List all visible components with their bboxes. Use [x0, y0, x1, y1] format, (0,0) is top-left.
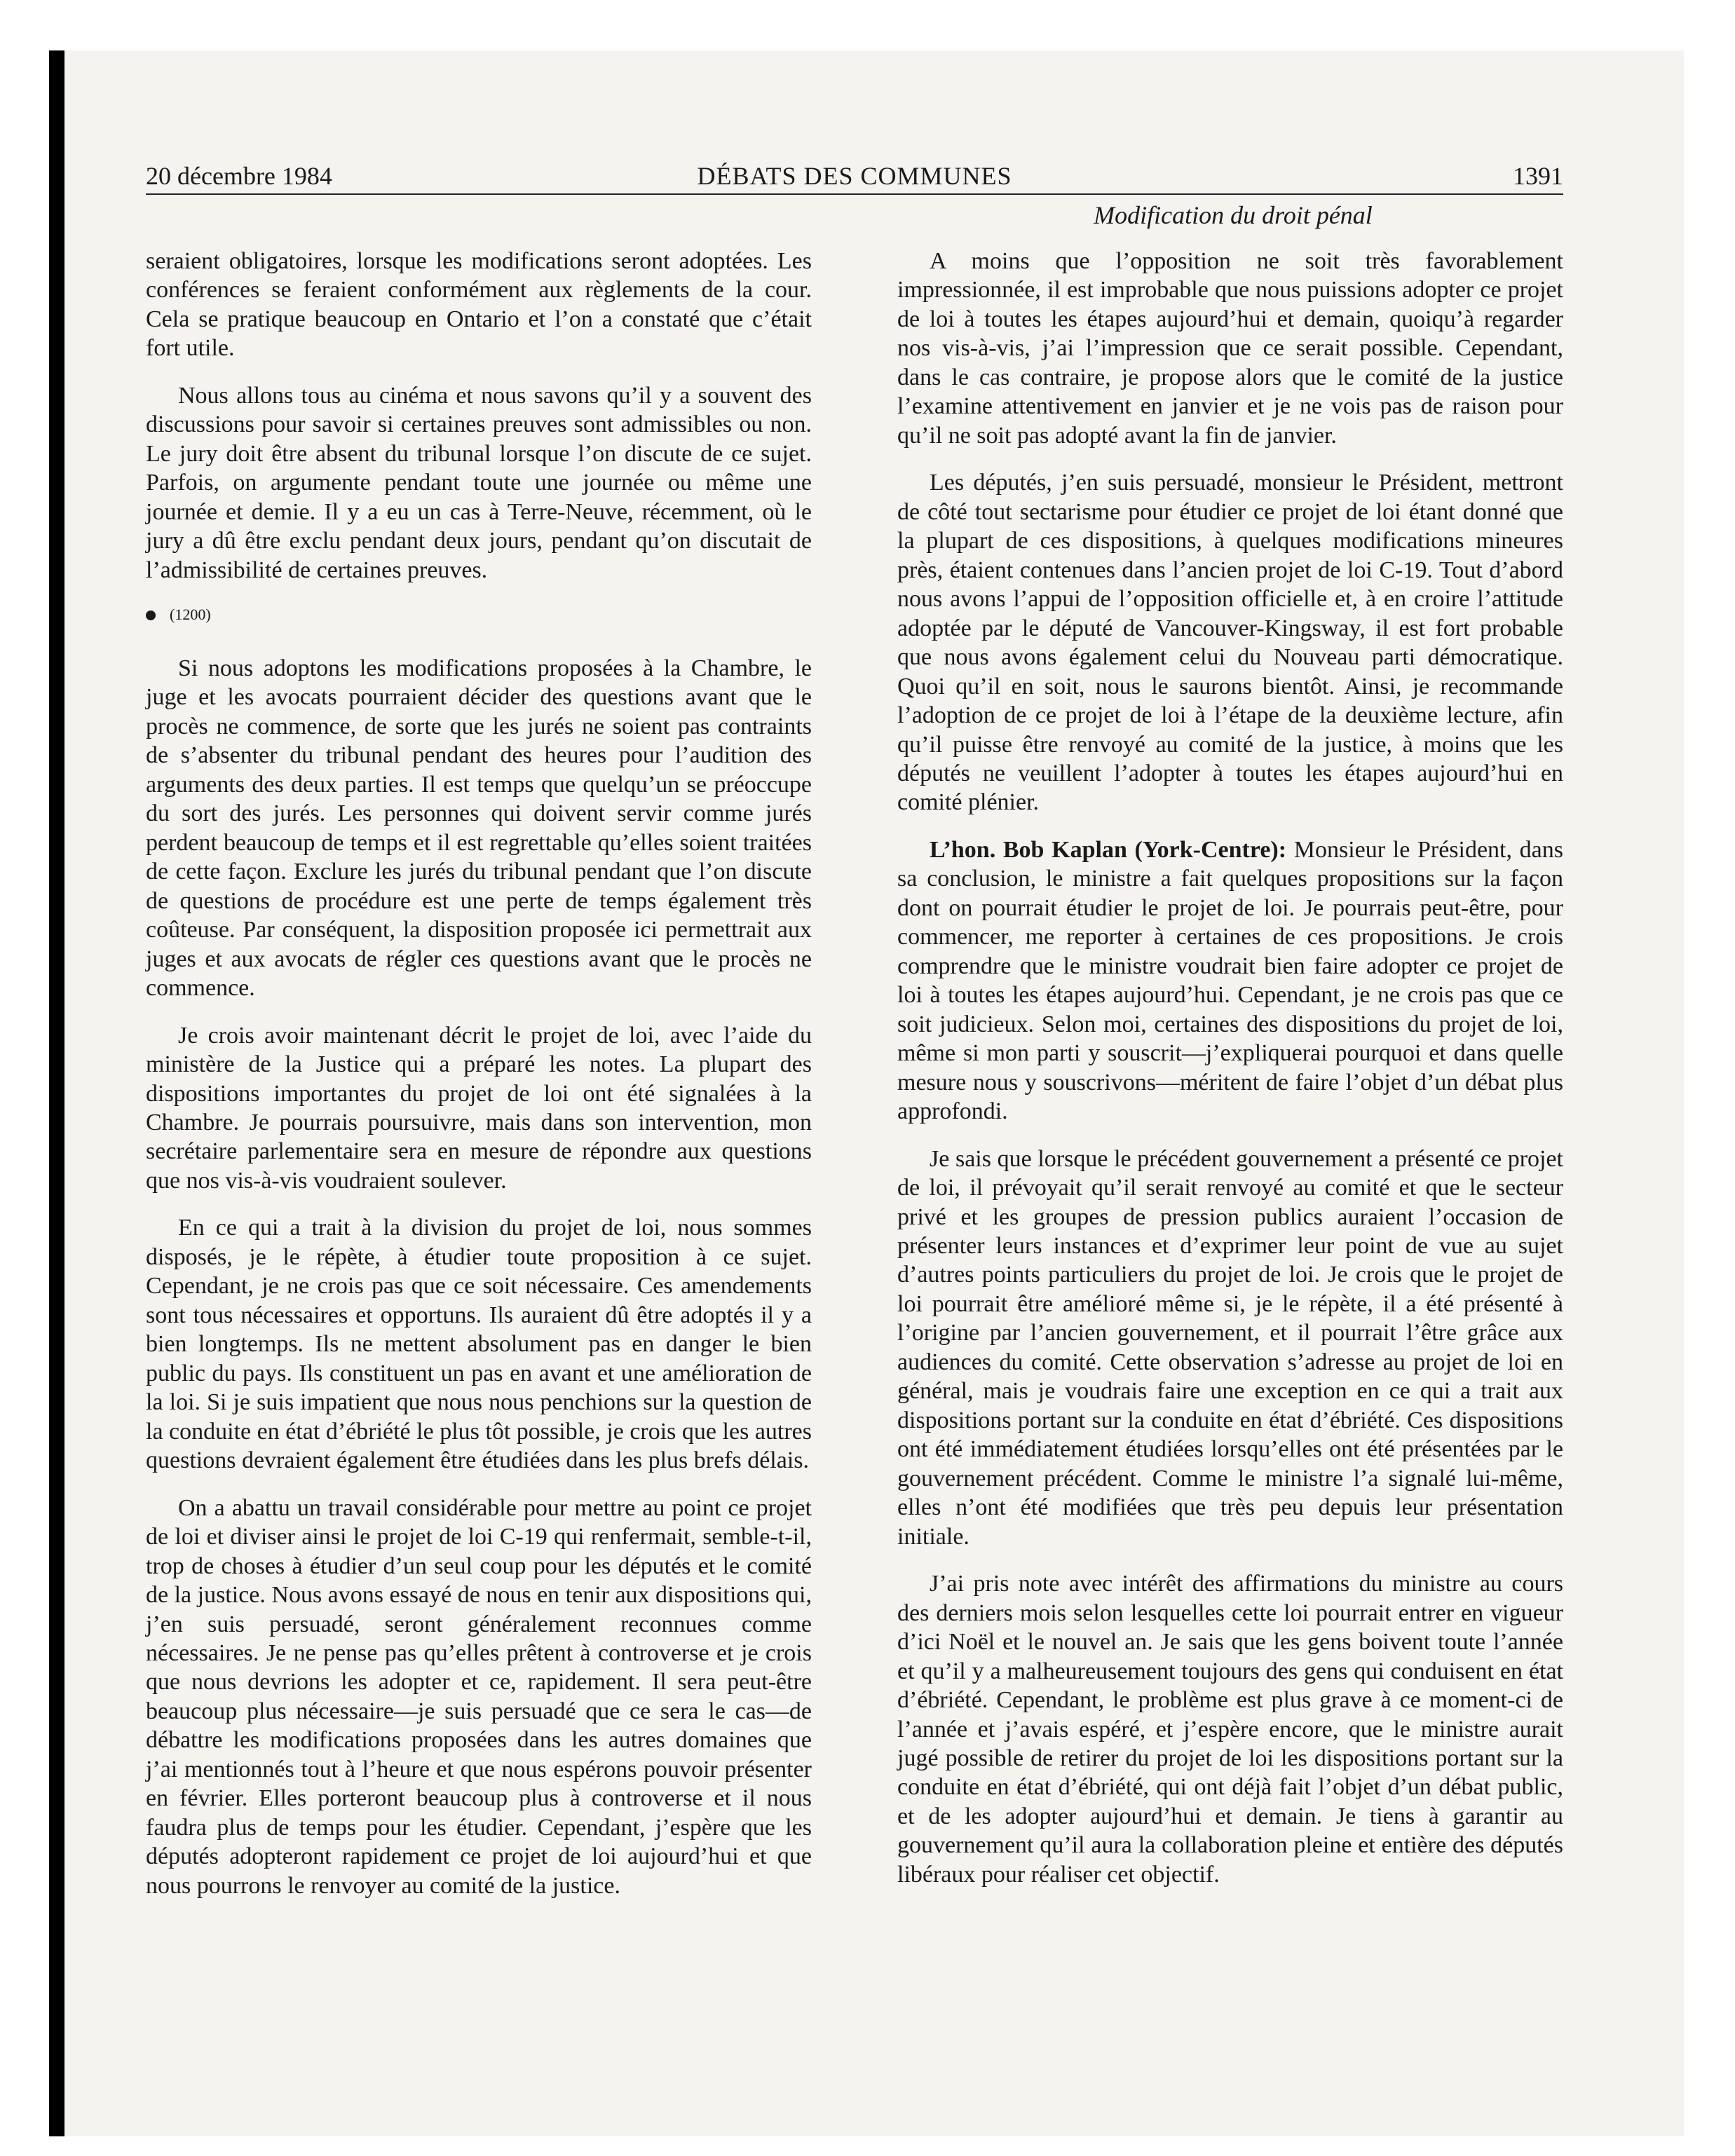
- paragraph: Les députés, j’en suis persuadé, monsieur le Président, mettront de côté tout sectarisme pour étudier ce projet de loi étant donné que la plupart de ces dispositions, à quelques modifications mineures près, étaient contenues dans l’ancien projet de loi C-19. Tout d’abord nous avons l’appui de l’opposition officielle et, à en croire l’attitude adoptée par le député de Vancouver-Kingsway, il est fort probable que nous avons également celui du Nouveau parti démocratique. Quoi qu’il en soit, nous le saurons bientôt. Ainsi, je recommande l’adoption de ce projet de loi à l’étape de la deuxième lecture, afin qu’il puisse être renvoyé au comité de la justice, à moins que les députés ne veuillent l’adopter à toutes les étapes aujourd’hui en comité plénier.: [897, 470, 1563, 816]
- page-number: 1391: [1513, 162, 1563, 190]
- right-column: [897, 247, 1563, 1907]
- paragraph: seraient obligatoires, lorsque les modifications seront adoptées. Les conférences se feraient conformément aux règlements de la cour. Cela se pratique beaucoup en Ontario et l’on a constaté que c’était fort utile.: [146, 248, 812, 362]
- paragraph: A moins que l’opposition ne soit très favorablement impressionnée, il est improbable que nous puissions adopter ce projet de loi à toutes les étapes aujourd’hui et demain, quoiqu’à regarder nos vis-à-vis, j’ai l’impression que ce serait possible. Cependant, dans le cas contraire, je propose alors que le comité de la justice l’examine attentivement en janvier et je ne vois pas de raison pour qu’il ne soit pas adopté avant la fin de janvier.: [897, 248, 1563, 449]
- page-header: [146, 150, 1563, 195]
- time-marker-label: (1200): [170, 606, 211, 624]
- speech-text: Monsieur le Président, dans sa conclusion, le ministre a fait quelques propositions sur la façon dont on pourrait étudier le projet de loi. Je pourrais peut-être, pour commencer, me reporter à certaines de ces propositions. Je crois comprendre que le ministre voudrait bien faire adopter ce projet de loi à toutes les étapes aujourd’hui. Cependant, je ne crois pas que ce soit judicieux. Selon moi, certaines des dispositions du projet de loi, même si mon parti y souscrit—j’expliquerai pourquoi et dans quelle mesure nous y souscrivons—méritent de faire l’objet d’un débat plus approfondi.: [897, 836, 1564, 1125]
- paragraph: En ce qui a trait à la division du projet de loi, nous sommes disposés, je le répète, à étudier toute proposition à ce sujet. Cependant, je ne crois pas que ce soit nécessaire. Ces amendements sont tous nécessaires et opportuns. Ils auraient dû être adoptés il y a bien longtemps. Ils ne mettent absolument pas en danger le bien public du pays. Ils constituent un pas en avant et une amélioration de la loi. Si je suis impatient que nous nous penchions sur la question de la conduite en état d’ébriété le plus tôt possible, je crois que les autres questions devraient également être étudiées dans les plus brefs délais.: [146, 1215, 812, 1474]
- paragraph: J’ai pris note avec intérêt des affirmations du ministre au cours des derniers mois selon lesquelles cette loi pourrait entrer en vigueur d’ici Noël et le nouvel an. Je sais que les gens boivent toute l’année et qu’il y a malheureusement toujours des gens qui conduisent en état d’ébriété. Cependant, le problème est plus grave à ce moment-ci de l’année et j’avais espéré, et j’espère encore, que le ministre aurait jugé possible de retirer du projet de loi les dispositions portant sur la conduite en état d’ébriété, qui ont déjà fait l’objet d’un débat public, et de les adopter aujourd’hui et demain. Je tiens à garantir au gouvernement qu’il aura la collaboration pleine et entière des députés libéraux pour réaliser cet objectif.: [897, 1571, 1563, 1888]
- header-title: DÉBATS DES COMMUNES: [697, 162, 1012, 190]
- scan-edge: [49, 50, 64, 2136]
- paragraph: Nous allons tous au cinéma et nous savons qu’il y a souvent des discussions pour savoir si certaines preuves sont admissibles ou non. Le jury doit être absent du tribunal lorsque l’on discute de ce sujet. Parfois, on argumente pendant toute une journée ou même une journée et demie. Il y a eu un cas à Terre-Neuve, récemment, où le jury a dû être exclu pendant deux jours, pendant qu’on discutait de l’admissibilité de certaines preuves.: [146, 382, 812, 583]
- paragraph: On a abattu un travail considérable pour mettre au point ce projet de loi et diviser ainsi le projet de loi C-19 qui renfermait, semble-t-il, trop de choses à étudier d’un seul coup pour les députés et le comité de la justice. Nous avons essayé de nous en tenir aux dispositions qui, j’en suis persuadé, seront généralement reconnues comme nécessaires. Je ne pense pas qu’elles prêtent à controverse et je crois que nous devrions les adopter et ce, rapidement. Il sera peut-être beaucoup plus nécessaire—je suis persuadé que ce sera le cas—de débattre les modifications proposées dans les autres domaines que j’ai mentionnés tout à l’heure et que nous espérons pouvoir présenter en février. Elles porteront beaucoup plus à controverse et il nous faudra plus de temps pour les étudier. Cependant, j’espère que les députés adopteront rapidement ce projet de loi aujourd’hui et que nous pourrons le renvoyer au comité de la justice.: [146, 1494, 812, 1899]
- paragraph: Si nous adoptons les modifications proposées à la Chambre, le juge et les avocats pourraient décider des questions avant que le procès ne commence, de sorte que les jurés ne soient pas contraints de s’absenter du tribunal pendant des heures pour l’audition des arguments des deux parties. Il est temps que quelqu’un se préoccupe du sort des jurés. Les personnes qui doivent servir comme jurés perdent beaucoup de temps et il est regrettable qu’elles soient traitées de cette façon. Exclure les jurés du tribunal pendant que l’on discute de questions de procédure est une perte de temps également très coûteuse. Par conséquent, la disposition proposée ici permettrait aux juges et aux avocats de régler ces questions avant que le procès ne commence.: [146, 655, 812, 1002]
- speaker-name: L’hon. Bob Kaplan (York-Centre):: [930, 836, 1287, 863]
- left-column: [146, 247, 812, 1918]
- paragraph: Je sais que lorsque le précédent gouvernement a présenté ce projet de loi, il prévoyait qu’il serait renvoyé au comité et que le secteur privé et les groupes de pression publics auraient l’occasion de présenter leurs instances et d’exprimer leur point de vue au sujet d’autres points particuliers du projet de loi. Je crois que le projet de loi pourrait être amélioré même si, je le répète, il a été présenté à l’origine par l’ancien gouvernement, et il pourrait l’être grâce aux audiences du comité. Cette observation s’adresse au projet de loi en général, mais je voudrais faire une exception en ce qui a trait aux dispositions portant sur la conduite en état d’ébriété. Ces dispositions ont été immédiatement étudiées lorsqu’elles ont été présentées par le gouvernement précédent. Comme le ministre l’a signalé lui-même, elles n’ont été modifiées que très peu depuis leur présentation initiale.: [897, 1145, 1563, 1550]
- paragraph: [897, 835, 1563, 1126]
- time-marker: [146, 606, 812, 625]
- paragraph: Je crois avoir maintenant décrit le projet de loi, avec l’aide du ministère de la Justice qui a préparé les notes. La plupart des dispositions importantes du projet de loi ont été signalées à la Chambre. Je pourrais poursuivre, mais dans son intervention, mon secrétaire parlementaire sera en mesure de répondre aux questions que nos vis-à-vis voudraient soulever.: [146, 1022, 812, 1194]
- bullet-icon: [146, 610, 156, 620]
- header-date: 20 décembre 1984: [146, 162, 332, 190]
- section-subheader: Modification du droit pénal: [1094, 201, 1373, 229]
